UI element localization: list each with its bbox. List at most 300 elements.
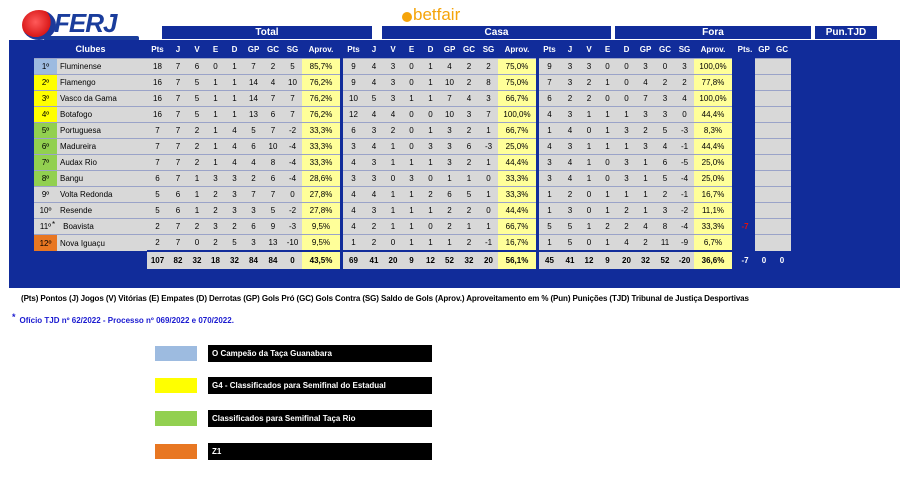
pun-cell	[755, 171, 773, 187]
total-stat-cell: 8	[263, 155, 283, 171]
header-total-col: GC	[267, 44, 279, 54]
casa-stat-cell: 0	[384, 171, 402, 187]
table-row	[9, 75, 791, 91]
pun-cell	[755, 187, 773, 203]
casa-stat-cell: 4	[364, 59, 384, 75]
fora-stat-cell: 3	[636, 59, 655, 75]
casa-stat-cell: 100,0%	[498, 107, 536, 123]
header-casa-col: GC	[463, 44, 475, 54]
fora-stat-cell: 1	[580, 139, 598, 155]
casa-stat-cell: 4	[384, 107, 402, 123]
total-stat-cell: 14	[244, 75, 263, 91]
fora-stat-cell: 25,0%	[694, 171, 732, 187]
total-stat-cell: 0	[188, 235, 206, 252]
totals-total-cell: 32	[188, 251, 206, 269]
casa-stat-cell: 3	[384, 59, 402, 75]
casa-stat-cell: 1	[421, 203, 440, 219]
header-fora-col: J	[567, 44, 573, 54]
total-stat-cell: 33,3%	[302, 123, 340, 139]
total-stat-cell: 5	[225, 235, 244, 252]
casa-stat-cell: -3	[479, 139, 498, 155]
total-stat-cell: 7	[168, 123, 188, 139]
casa-stat-cell: 3	[343, 171, 364, 187]
total-stat-cell: 7	[244, 59, 263, 75]
club-name: Resende	[60, 206, 93, 215]
fora-stat-cell: 1	[617, 107, 636, 123]
group-header-casa: Casa	[382, 26, 611, 39]
casa-stat-cell: 0	[479, 171, 498, 187]
totals-total-cell: 43,5%	[302, 251, 340, 269]
casa-stat-cell: 1	[440, 171, 459, 187]
total-stat-cell: 7	[263, 123, 283, 139]
club-name: Fluminense	[60, 62, 102, 71]
row-lead	[9, 235, 34, 252]
fora-stat-cell: 0	[617, 75, 636, 91]
totals-total-cell: 107	[147, 251, 168, 269]
fora-stat-cell: 0	[580, 187, 598, 203]
total-stat-cell: 6	[147, 171, 168, 187]
club-name: Audax Rio	[60, 158, 97, 167]
total-stat-cell: 13	[244, 107, 263, 123]
tjd-mark: *	[52, 220, 56, 229]
total-stat-cell: 4	[263, 75, 283, 91]
header-fora-col: Aprov.	[700, 44, 726, 54]
total-stat-cell: 28,6%	[302, 171, 340, 187]
totals-fora-cell: 12	[580, 251, 598, 269]
casa-stat-cell: 0	[384, 235, 402, 252]
casa-stat-cell: 16,7%	[498, 235, 536, 252]
casa-stat-cell: 0	[479, 203, 498, 219]
row-lead	[9, 155, 34, 171]
fora-stat-cell: 33,3%	[694, 219, 732, 235]
casa-stat-cell: 1	[479, 219, 498, 235]
fora-stat-cell: 11	[655, 235, 675, 252]
totals-casa-cell: 56,1%	[498, 251, 536, 269]
casa-stat-cell: 3	[459, 107, 479, 123]
position-cell: 6º	[34, 139, 57, 155]
total-stat-cell: 16	[147, 107, 168, 123]
total-stat-cell: 3	[206, 171, 225, 187]
pun-cell	[735, 91, 755, 107]
note-text: Ofício TJD nº 62/2022 - Processo nº 069/2022 e 070/2022.	[19, 316, 234, 325]
casa-stat-cell: 33,3%	[498, 171, 536, 187]
pun-cell	[755, 75, 773, 91]
row-lead	[9, 91, 34, 107]
casa-stat-cell: 5	[459, 187, 479, 203]
pun-cell	[773, 155, 791, 171]
casa-stat-cell: 10	[440, 107, 459, 123]
club-name: Vasco da Gama	[60, 94, 117, 103]
fora-stat-cell: 0	[617, 59, 636, 75]
position-cell: 1º	[34, 59, 57, 75]
total-stat-cell: 9	[263, 219, 283, 235]
total-stat-cell: 2	[206, 235, 225, 252]
pun-cell	[735, 171, 755, 187]
total-stat-cell: 2	[225, 219, 244, 235]
position-cell: 12º	[34, 235, 57, 252]
total-stat-cell: 9,5%	[302, 235, 340, 252]
casa-stat-cell: 4	[364, 187, 384, 203]
casa-stat-cell: 75,0%	[498, 59, 536, 75]
fora-stat-cell: 1	[598, 75, 617, 91]
position-cell: 3º	[34, 91, 57, 107]
legend-label-z1: Z1	[208, 443, 432, 460]
totals-total-cell: 84	[244, 251, 263, 269]
legend-label-leader: O Campeão da Taça Guanabara	[208, 345, 432, 362]
fora-stat-cell: 9	[539, 59, 560, 75]
totals-fora-cell: -20	[675, 251, 694, 269]
casa-stat-cell: 0	[402, 123, 421, 139]
header-total-col: SG	[286, 44, 299, 54]
casa-stat-cell: 1	[459, 219, 479, 235]
total-stat-cell: 16	[147, 91, 168, 107]
casa-stat-cell: 2	[479, 59, 498, 75]
total-stat-cell: 7	[147, 155, 168, 171]
group-header-fora: Fora	[615, 26, 811, 39]
casa-stat-cell: 4	[343, 187, 364, 203]
casa-stat-cell: 0	[421, 219, 440, 235]
fora-stat-cell: 5	[560, 235, 580, 252]
tjd-note	[12, 312, 234, 325]
fora-stat-cell: 2	[598, 219, 617, 235]
casa-stat-cell: 3	[440, 123, 459, 139]
pun-cell	[755, 155, 773, 171]
fora-stat-cell: 1	[598, 235, 617, 252]
pun-cell	[773, 75, 791, 91]
totals-casa-cell: 69	[343, 251, 364, 269]
group-header-total: Total	[162, 26, 372, 39]
pun-cell	[735, 59, 755, 75]
club-name-cell	[57, 235, 147, 252]
fora-stat-cell: 6	[539, 91, 560, 107]
fora-stat-cell: 7	[539, 75, 560, 91]
fora-stat-cell: 7	[636, 91, 655, 107]
header-total-col: GP	[247, 44, 260, 54]
fora-stat-cell: 44,4%	[694, 107, 732, 123]
club-name-cell	[57, 91, 147, 107]
totals-casa-cell: 32	[459, 251, 479, 269]
total-stat-cell: 76,2%	[302, 107, 340, 123]
casa-stat-cell: 6	[459, 139, 479, 155]
casa-stat-cell: 0	[402, 107, 421, 123]
fora-stat-cell: 1	[539, 235, 560, 252]
casa-stat-cell: 66,7%	[498, 123, 536, 139]
fora-stat-cell: 2	[580, 75, 598, 91]
casa-stat-cell: 5	[364, 91, 384, 107]
casa-stat-cell: 4	[459, 91, 479, 107]
total-stat-cell: 1	[206, 75, 225, 91]
row-lead	[9, 171, 34, 187]
total-stat-cell: 7	[244, 187, 263, 203]
casa-stat-cell: 3	[364, 123, 384, 139]
header-fora-col: GP	[639, 44, 652, 54]
pun-cell	[755, 107, 773, 123]
total-stat-cell: 4	[225, 123, 244, 139]
fora-stat-cell: -3	[675, 123, 694, 139]
position-cell: 4º	[34, 107, 57, 123]
total-stat-cell: 7	[168, 171, 188, 187]
position-cell: 9º	[34, 187, 57, 203]
total-stat-cell: -2	[283, 203, 302, 219]
casa-stat-cell: 1	[384, 187, 402, 203]
totals-total-cell: 0	[283, 251, 302, 269]
fora-stat-cell: 1	[539, 187, 560, 203]
total-stat-cell: 1	[225, 59, 244, 75]
totals-fora-cell: 20	[617, 251, 636, 269]
position-cell: 7º	[34, 155, 57, 171]
total-stat-cell: 1	[225, 91, 244, 107]
casa-stat-cell: 3	[479, 91, 498, 107]
fora-stat-cell: 1	[598, 203, 617, 219]
casa-stat-cell: 3	[343, 139, 364, 155]
total-stat-cell: 33,3%	[302, 139, 340, 155]
total-stat-cell: 7	[283, 91, 302, 107]
position-cell: 2º	[34, 75, 57, 91]
total-stat-cell: 0	[206, 59, 225, 75]
fora-stat-cell: 8	[655, 219, 675, 235]
casa-stat-cell: 1	[384, 203, 402, 219]
casa-stat-cell: 2	[459, 75, 479, 91]
fora-stat-cell: 1	[636, 203, 655, 219]
pun-cell	[735, 203, 755, 219]
pun-cell	[755, 139, 773, 155]
total-stat-cell: 1	[225, 75, 244, 91]
total-stat-cell: 6	[244, 139, 263, 155]
casa-stat-cell: 10	[440, 75, 459, 91]
casa-stat-cell: 1	[479, 123, 498, 139]
fora-stat-cell: 3	[560, 59, 580, 75]
header-total-col: D	[231, 44, 238, 54]
total-stat-cell: 7	[168, 59, 188, 75]
row-lead	[9, 251, 34, 269]
table-row	[9, 155, 791, 171]
total-stat-cell: 4	[225, 139, 244, 155]
header-clubes: Clubes	[75, 44, 106, 54]
club-name-cell	[57, 171, 147, 187]
casa-stat-cell: 4	[364, 107, 384, 123]
fora-stat-cell: 1	[598, 187, 617, 203]
casa-stat-cell: 2	[440, 203, 459, 219]
total-stat-cell: 7	[168, 91, 188, 107]
pun-cell	[773, 139, 791, 155]
total-stat-cell: 2	[188, 155, 206, 171]
casa-stat-cell: 3	[440, 139, 459, 155]
total-stat-cell: 7	[263, 91, 283, 107]
total-stat-cell: 5	[188, 91, 206, 107]
fora-stat-cell: 2	[675, 75, 694, 91]
total-stat-cell: 76,2%	[302, 91, 340, 107]
legend-label-taca-rio: Classificados para Semifinal Taça Rio	[208, 410, 432, 427]
totals-total-cell: 84	[263, 251, 283, 269]
totals-fora-cell: 32	[636, 251, 655, 269]
position-cell: 10º	[34, 203, 57, 219]
casa-stat-cell: 4	[440, 59, 459, 75]
table-row	[9, 123, 791, 139]
casa-stat-cell: 1	[440, 235, 459, 252]
casa-stat-cell: 0	[402, 59, 421, 75]
casa-stat-cell: 1	[421, 91, 440, 107]
legend-swatch-g4	[155, 378, 197, 393]
casa-stat-cell: 1	[421, 75, 440, 91]
total-stat-cell: 10	[283, 75, 302, 91]
total-stat-cell: 5	[263, 203, 283, 219]
fora-stat-cell: 3	[636, 107, 655, 123]
total-stat-cell: 5	[188, 75, 206, 91]
fora-stat-cell: 2	[636, 123, 655, 139]
pun-cell	[773, 91, 791, 107]
total-stat-cell: 7	[147, 123, 168, 139]
casa-stat-cell: 2	[459, 203, 479, 219]
fora-stat-cell: 2	[636, 235, 655, 252]
fora-stat-cell: 2	[655, 75, 675, 91]
fora-stat-cell: 1	[617, 139, 636, 155]
fora-stat-cell: -1	[675, 187, 694, 203]
fora-stat-cell: -4	[675, 171, 694, 187]
total-stat-cell: 3	[206, 219, 225, 235]
fora-stat-cell: 0	[580, 123, 598, 139]
fora-stat-cell: 4	[636, 75, 655, 91]
total-stat-cell: 7	[168, 107, 188, 123]
header-row	[9, 40, 791, 59]
pun-cell	[773, 171, 791, 187]
fora-stat-cell: 0	[655, 59, 675, 75]
casa-stat-cell: 6	[440, 187, 459, 203]
pun-cell	[773, 123, 791, 139]
total-stat-cell: 4	[225, 155, 244, 171]
totals-row	[9, 251, 791, 269]
fora-stat-cell: 4	[655, 139, 675, 155]
total-stat-cell: 33,3%	[302, 155, 340, 171]
fora-stat-cell: -1	[675, 139, 694, 155]
total-stat-cell: 6	[244, 219, 263, 235]
total-stat-cell: 1	[188, 203, 206, 219]
fora-stat-cell: 2	[560, 91, 580, 107]
casa-stat-cell: 3	[364, 171, 384, 187]
fora-stat-cell: 3	[636, 139, 655, 155]
totals-casa-cell: 41	[364, 251, 384, 269]
fora-stat-cell: 3	[617, 171, 636, 187]
fora-stat-cell: 6,7%	[694, 235, 732, 252]
total-stat-cell: 7	[168, 235, 188, 252]
total-stat-cell: 1	[206, 123, 225, 139]
total-stat-cell: 1	[225, 107, 244, 123]
casa-stat-cell: 1	[402, 155, 421, 171]
table-row	[9, 219, 791, 235]
fora-stat-cell: -4	[675, 219, 694, 235]
header-casa-col: D	[427, 44, 434, 54]
club-name-cell	[57, 107, 147, 123]
table-row	[9, 171, 791, 187]
fora-stat-cell: 2	[655, 187, 675, 203]
totals-casa-cell: 20	[384, 251, 402, 269]
casa-stat-cell: 1	[384, 155, 402, 171]
header-pun-col: Pts.	[737, 44, 753, 54]
club-name: Madureira	[60, 142, 97, 151]
fora-stat-cell: 3	[655, 203, 675, 219]
total-stat-cell: 7	[147, 139, 168, 155]
header-total-col: V	[194, 44, 200, 54]
pun-cell	[735, 155, 755, 171]
pun-cell	[755, 203, 773, 219]
fora-stat-cell: 4	[560, 171, 580, 187]
header-casa-col: V	[390, 44, 396, 54]
header-total-col: Pts	[151, 44, 164, 54]
totals-pun-cell: -7	[735, 251, 755, 269]
fora-stat-cell: 3	[539, 155, 560, 171]
total-stat-cell: 2	[206, 187, 225, 203]
casa-stat-cell: 4	[343, 155, 364, 171]
fora-stat-cell: 3	[580, 59, 598, 75]
fora-stat-cell: 3	[539, 171, 560, 187]
table-row	[9, 91, 791, 107]
total-stat-cell: 3	[225, 203, 244, 219]
ferj-logo	[22, 8, 140, 42]
fora-stat-cell: -2	[675, 203, 694, 219]
totals-pun-cell: 0	[773, 251, 791, 269]
total-stat-cell: 6	[168, 203, 188, 219]
fora-stat-cell: 25,0%	[694, 155, 732, 171]
fora-stat-cell: 0	[598, 155, 617, 171]
total-stat-cell: 85,7%	[302, 59, 340, 75]
fora-stat-cell: 1	[580, 171, 598, 187]
total-stat-cell: -2	[283, 123, 302, 139]
group-header-pun: Pun.TJD	[815, 26, 877, 39]
fora-stat-cell: 5	[655, 171, 675, 187]
club-name-cell	[57, 203, 147, 219]
header-fora-col: D	[623, 44, 630, 54]
row-lead	[9, 59, 34, 75]
header-casa-col: SG	[482, 44, 495, 54]
fora-stat-cell: 1	[598, 107, 617, 123]
fora-stat-cell: 5	[539, 219, 560, 235]
casa-stat-cell: 1	[402, 91, 421, 107]
club-name-cell	[57, 155, 147, 171]
fora-stat-cell: 0	[675, 107, 694, 123]
casa-stat-cell: 8	[479, 75, 498, 91]
casa-stat-cell: 0	[402, 75, 421, 91]
legend-label-g4: G4 - Classificados para Semifinal do Estadual	[208, 377, 432, 394]
table-row	[9, 235, 791, 252]
row-lead	[9, 107, 34, 123]
total-stat-cell: -4	[283, 155, 302, 171]
club-name-cell	[57, 75, 147, 91]
casa-stat-cell: 4	[364, 139, 384, 155]
casa-stat-cell: 1	[421, 59, 440, 75]
fora-stat-cell: 2	[617, 203, 636, 219]
pun-cell	[735, 123, 755, 139]
header-spacer	[9, 40, 34, 59]
casa-stat-cell: 0	[421, 107, 440, 123]
pun-cell	[755, 91, 773, 107]
casa-stat-cell: 4	[364, 75, 384, 91]
pun-cell	[755, 235, 773, 252]
totals-fora-cell: 45	[539, 251, 560, 269]
row-lead	[9, 187, 34, 203]
fora-stat-cell: 1	[539, 203, 560, 219]
total-stat-cell: 2	[188, 123, 206, 139]
fora-stat-cell: 4	[617, 235, 636, 252]
fora-stat-cell: 2	[580, 91, 598, 107]
totals-fora-cell: 52	[655, 251, 675, 269]
pun-cell	[735, 235, 755, 252]
total-stat-cell: 18	[147, 59, 168, 75]
totals-fora-cell: 36,6%	[694, 251, 732, 269]
fora-stat-cell: 44,4%	[694, 139, 732, 155]
casa-stat-cell: 3	[402, 171, 421, 187]
pun-cell: -7	[735, 219, 755, 235]
position-cell: 8º	[34, 171, 57, 187]
header-casa-col: E	[408, 44, 415, 54]
